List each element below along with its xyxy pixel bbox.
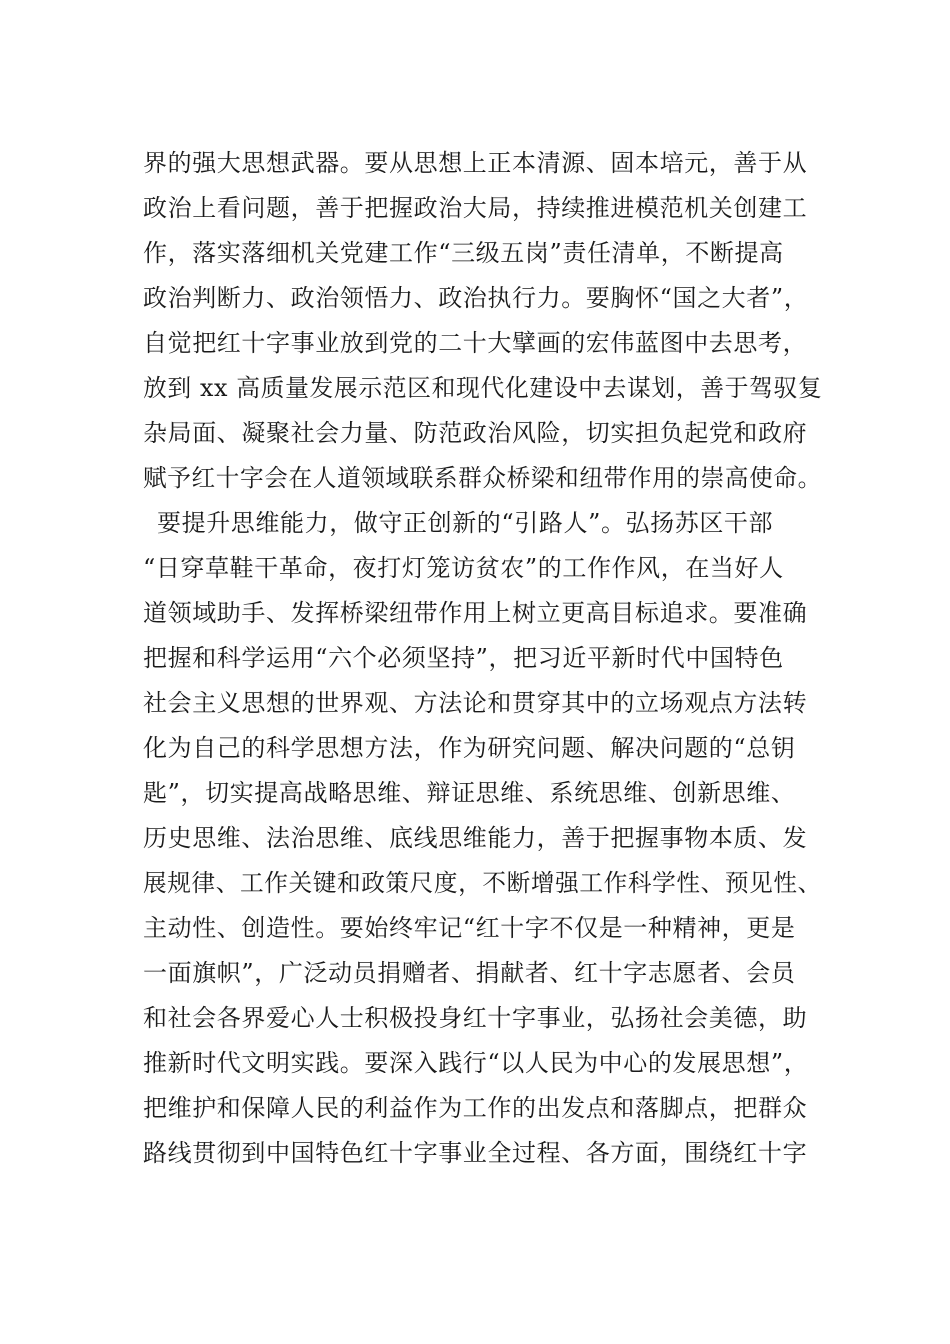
paragraph-first-line: 要提升思维能力，做守正创新的“引路人”。弘扬苏区干部: [157, 509, 774, 537]
text-line: 社会主义思想的世界观、方法论和贯穿其中的立场观点方法转: [143, 689, 808, 717]
text-line: 把握和科学运用“六个必须坚持”，把习近平新时代中国特色: [143, 644, 784, 672]
text-line: 主动性、创造性。要始终牢记“红十字不仅是一种精神，更是: [143, 914, 796, 942]
text-line: 自觉把红十字事业放到党的二十大擘画的宏伟蓝图中去思考，: [143, 329, 808, 357]
text-line: 放到 xx 高质量发展示范区和现代化建设中去谋划，善于驾驭复: [143, 374, 823, 402]
text-line: 作，落实落细机关党建工作“三级五岗”责任清单，不断提高: [143, 239, 784, 267]
text-line: 赋予红十字会在人道领域联系群众桥梁和纽带作用的崇高使命。: [143, 464, 822, 492]
text-line: 匙”，切实提高战略思维、辩证思维、系统思维、创新思维、: [143, 779, 796, 807]
text-line: 界的强大思想武器。要从思想上正本清源、固本培元，善于从: [143, 149, 808, 177]
text-line: 一面旗帜”，广泛动员捐赠者、捐献者、红十字志愿者、会员: [143, 959, 796, 987]
text-line: 历史思维、法治思维、底线思维能力，善于把握事物本质、发: [143, 824, 808, 852]
text-line: 展规律、工作关键和政策尺度，不断增强工作科学性、预见性、: [143, 869, 822, 897]
text-line: 把维护和保障人民的利益作为工作的出发点和落脚点，把群众: [143, 1094, 808, 1122]
text-line: 政治判断力、政治领悟力、政治执行力。要胸怀“国之大者”，: [143, 284, 809, 312]
text-line: 推新时代文明实践。要深入践行“以人民为中心的发展思想”，: [143, 1049, 809, 1077]
text-line: 道领域助手、发挥桥梁纽带作用上树立更高目标追求。要准确: [143, 599, 808, 627]
text-line: “日穿草鞋干革命，夜打灯笼访贫农”的工作作风，在当好人: [143, 554, 784, 582]
text-line: 杂局面、凝聚社会力量、防范政治风险，切实担负起党和政府: [143, 419, 808, 447]
text-line: 路线贯彻到中国特色红十字事业全过程、各方面，围绕红十字: [143, 1139, 808, 1167]
text-line: 政治上看问题，善于把握政治大局，持续推进模范机关创建工: [143, 194, 808, 222]
text-line: 和社会各界爱心人士积极投身红十字事业，弘扬社会美德，助: [143, 1004, 808, 1032]
text-line: 化为自己的科学思想方法，作为研究问题、解决问题的“总钥: [143, 734, 796, 762]
